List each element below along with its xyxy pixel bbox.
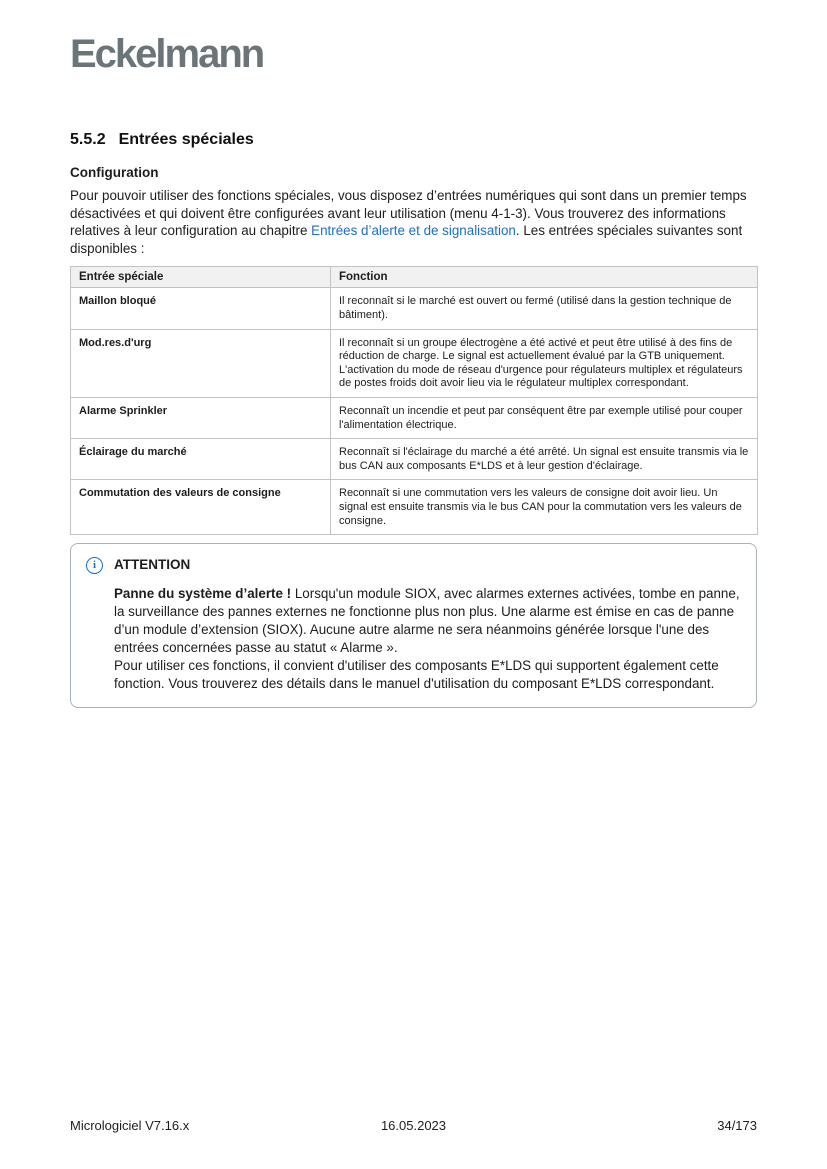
attention-box (70, 543, 757, 708)
entry-name: Maillon bloqué (71, 288, 331, 329)
section-heading (70, 131, 757, 149)
table-row (71, 288, 758, 329)
entry-function: Reconnaît si une commutation vers les valeurs de consigne doit avoir lieu. Un signal est ensuite transmis via le bus CAN pour la commutation vers les valeurs de consigne. (331, 480, 758, 535)
info-icon (86, 557, 103, 574)
footer-page-number: 34/173 (717, 1118, 757, 1133)
entry-name: Éclairage du marché (71, 439, 331, 480)
special-inputs-table (70, 266, 758, 535)
section-title: Entrées spéciales (118, 131, 254, 148)
attention-content (114, 556, 742, 693)
intro-text-before: Pour pouvoir utiliser des fonctions spéciales, vous disposez d’entrées numériques qui sont dans un premier temps désactivées et qui doivent être configurées avant leur utilisation (menu 4-1-3). Vous trouverez des informations relatives à leur configuration au chapitre (70, 188, 747, 239)
footer-date: 16.05.2023 (380, 1118, 447, 1133)
entry-name: Commutation des valeurs de consigne (71, 480, 331, 535)
table-row (71, 397, 758, 438)
entry-function: Reconnaît un incendie et peut par conséquent être par exemple utilisé pour couper l'alimentation électrique. (331, 397, 758, 438)
column-header-entree-speciale: Entrée spéciale (71, 267, 331, 288)
attention-label: ATTENTION (114, 557, 191, 573)
table-header-row (71, 267, 758, 288)
intro-paragraph (70, 187, 757, 257)
table-row (71, 329, 758, 397)
entry-function: Reconnaît si l'éclairage du marché a été arrêté. Un signal est ensuite transmis via le bus CAN aux composants E*LDS et à leur gestion d'éclairage. (331, 439, 758, 480)
page-content (70, 0, 757, 708)
section-number: 5.5.2 (70, 131, 106, 148)
table-row (71, 480, 758, 535)
info-icon-glyph: i (92, 559, 97, 572)
attention-icon-column (86, 556, 114, 574)
attention-paragraph-1 (114, 585, 742, 657)
entry-name: Mod.res.d'urg (71, 329, 331, 397)
intro-text-after: . Les entrées spéciales suivantes sont disponibles : (70, 223, 743, 256)
attention-body-text: Lorsqu'un module SIOX, avec alarmes externes activées, tombe en panne, la surveillance des pannes externes ne fonctionne plus non plus. Une alarme est émise en cas de panne d’un module d’extension (SIOX). Aucune autre alarme ne sera néanmoins générée lorsque l'une des entrées concernées passe au statut « Alarme ». (114, 586, 740, 656)
column-header-fonction: Fonction (331, 267, 758, 288)
configuration-heading: Configuration (70, 165, 159, 180)
attention-lead-bold: Panne du système d’alerte ! (114, 586, 292, 602)
entry-name: Alarme Sprinkler (71, 397, 331, 438)
entry-function: Il reconnaît si le marché est ouvert ou fermé (utilisé dans la gestion technique de bâtiment). (331, 288, 758, 329)
chapter-link[interactable]: Entrées d’alerte et de signalisation (311, 223, 516, 239)
attention-paragraph-2: Pour utiliser ces fonctions, il convient d'utiliser des composants E*LDS qui supportent également cette fonction. Vous trouverez des détails dans le manuel d'utilisation du composant E*LDS correspondant. (114, 658, 719, 692)
page-footer (70, 1118, 757, 1133)
footer-firmware-version: Micrologiciel V7.16.x (70, 1118, 190, 1133)
entry-function: Il reconnaît si un groupe électrogène a été activé et peut être utilisé à des fins de réduction de charge. Le signal est actuellement évalué par la GTB uniquement. L'activation du mode de réseau d'urgence pour régulateurs multiplex et régulateurs de postes froids doit avoir lieu via le régulateur multiplex correspondant. (331, 329, 758, 397)
eckelmann-logo: Eckelmann (70, 32, 264, 76)
table-row (71, 439, 758, 480)
